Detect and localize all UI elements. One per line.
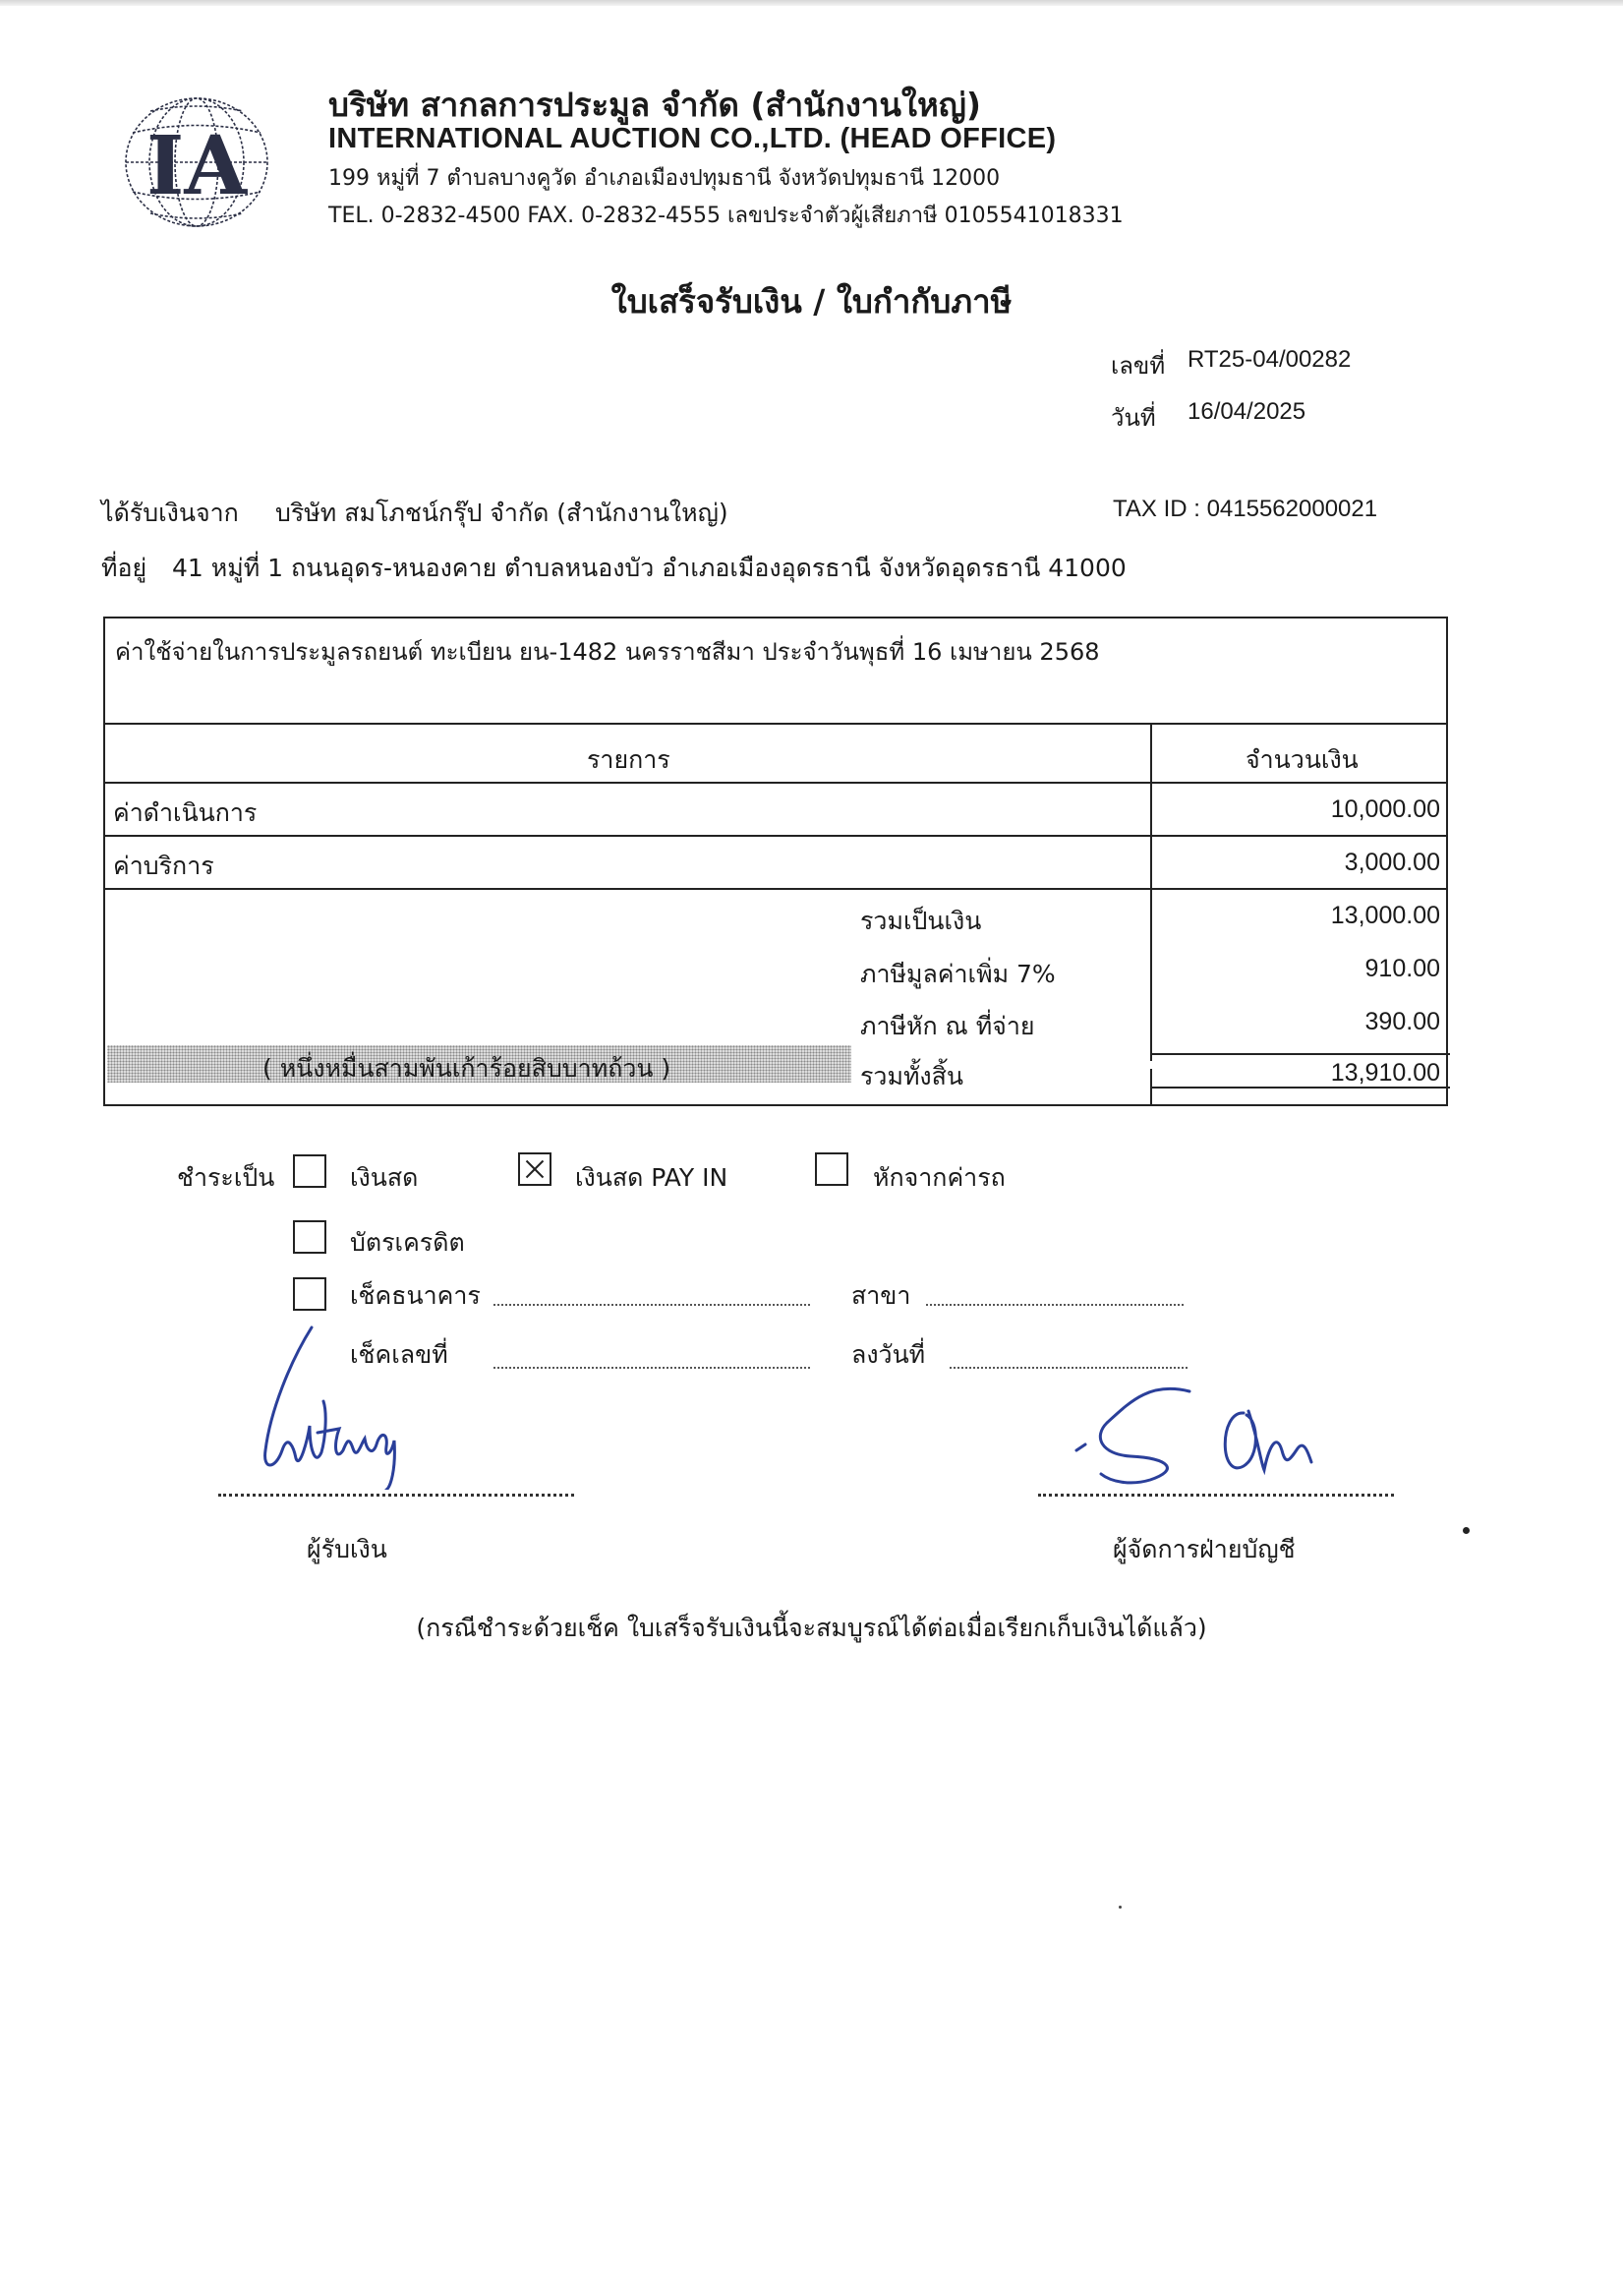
receiver-signature (251, 1323, 447, 1490)
line-item-name: ค่าดำเนินการ (113, 798, 258, 827)
company-name-english: INTERNATIONAL AUCTION CO.,LTD. (HEAD OFFICE) (328, 123, 1057, 154)
customer-address: 41 หมู่ที่ 1 ถนนอุดร-หนองคาย ตำบลหนองบัว อำเภอเมืองอุดรธานี จังหวัดอุดรธานี 41000 (172, 554, 1127, 582)
cheque-date-line (950, 1367, 1188, 1369)
branch-line (926, 1304, 1184, 1306)
received-from-label: ได้รับเงินจาก (101, 499, 239, 527)
option-cash-label: เงินสด (350, 1163, 419, 1192)
checkbox-bank-cheque[interactable] (293, 1277, 326, 1311)
customer-tax-id: TAX ID : 0415562000021 (1113, 496, 1378, 522)
cheque-note: (กรณีชำระด้วยเช็ค ใบเสร็จรับเงินนี้จะสมบูรณ์ได้ต่อเมื่อเรียกเก็บเงินได้แล้ว) (416, 1614, 1207, 1642)
cheque-date-label: ลงวันที่ (851, 1340, 926, 1369)
customer-name: บริษัท สมโภชน์กรุ๊ป จำกัด (สำนักงานใหญ่) (275, 499, 728, 527)
bank-cheque-line (493, 1304, 810, 1306)
receipt-number-label: เลขที่ (1111, 352, 1166, 380)
table-divider (105, 835, 1446, 837)
total-double-rule (1150, 1087, 1450, 1089)
grand-total-label: รวมทั้งสิ้น (860, 1062, 963, 1090)
checkbox-cash-pay-in-checked[interactable] (518, 1152, 551, 1186)
column-header-amount: จำนวนเงิน (1246, 745, 1359, 774)
column-header-item: รายการ (587, 745, 670, 774)
checkbox-deduct[interactable] (815, 1152, 848, 1186)
accounting-manager-label: ผู้จัดการฝ่ายบัญชี (1113, 1535, 1296, 1563)
cheque-number-label: เช็คเลขที่ (350, 1340, 448, 1369)
scan-edge (0, 0, 1623, 6)
manager-signature-line (1038, 1494, 1394, 1497)
option-deduct-label: หักจากค่ารถ (873, 1163, 1006, 1192)
cheque-number-line (493, 1367, 810, 1369)
receiver-label: ผู้รับเงิน (307, 1535, 387, 1563)
total-divider (1150, 1053, 1450, 1055)
company-address: 199 หมู่ที่ 7 ตำบลบางคูวัด อำเภอเมืองปทุมธานี จังหวัดปทุมธานี 12000 (328, 166, 1001, 191)
vat-amount: 910.00 (1364, 955, 1440, 982)
option-bank-cheque-label: เช็คธนาคาร (350, 1281, 481, 1310)
scan-speck (1119, 1906, 1122, 1909)
customer-address-label: ที่อยู่ (101, 554, 147, 582)
option-credit-card-label: บัตรเครดิต (350, 1228, 465, 1257)
receipt-date-label: วันที่ (1111, 404, 1156, 432)
table-description: ค่าใช้จ่ายในการประมูลรถยนต์ ทะเบียน ยน-1482 นครราชสีมา ประจำวันพุธที่ 16 เมษายน 2568 (115, 638, 1100, 666)
receipt-number: RT25-04/00282 (1188, 346, 1352, 373)
subtotal-label: รวมเป็นเงิน (860, 907, 982, 935)
scan-speck (1463, 1527, 1470, 1534)
document-title: ใบเสร็จรับเงิน / ใบกำกับภาษี (610, 282, 1013, 321)
table-divider (105, 782, 1446, 784)
checkbox-cash[interactable] (293, 1154, 326, 1188)
checkbox-credit-card[interactable] (293, 1220, 326, 1254)
withholding-tax-label: ภาษีหัก ณ ที่จ่าย (860, 1012, 1035, 1040)
subtotal-amount: 13,000.00 (1330, 902, 1440, 929)
line-item-amount: 3,000.00 (1344, 849, 1440, 876)
payment-method-label: ชำระเป็น (177, 1163, 275, 1192)
receipt-table (103, 617, 1448, 1106)
line-item-amount: 10,000.00 (1330, 795, 1440, 823)
line-item-name: ค่าบริการ (113, 852, 214, 880)
svg-text:IA: IA (146, 119, 247, 213)
branch-label: สาขา (851, 1281, 911, 1310)
accounting-manager-signature (1072, 1372, 1347, 1500)
amount-column-divider (1150, 723, 1152, 1061)
withholding-tax-amount: 390.00 (1364, 1008, 1440, 1035)
option-cash-pay-in-label: เงินสด PAY IN (575, 1163, 728, 1192)
table-divider (105, 888, 1446, 890)
company-name-thai: บริษัท สากลการประมูล จำกัด (สำนักงานใหญ่) (328, 86, 981, 124)
table-divider (105, 723, 1446, 725)
grand-total-amount: 13,910.00 (1330, 1059, 1440, 1087)
total-in-words: ( หนึ่งหมื่นสามพันเก้าร้อยสิบบาทถ้วน ) (262, 1054, 671, 1083)
receipt-date: 16/04/2025 (1188, 398, 1306, 425)
company-contact: TEL. 0-2832-4500 FAX. 0-2832-4555 เลขประจำตัวผู้เสียภาษี 0105541018331 (328, 204, 1124, 228)
receiver-signature-line (218, 1494, 574, 1497)
vat-label: ภาษีมูลค่าเพิ่ม 7% (860, 960, 1056, 988)
company-logo (123, 93, 270, 231)
